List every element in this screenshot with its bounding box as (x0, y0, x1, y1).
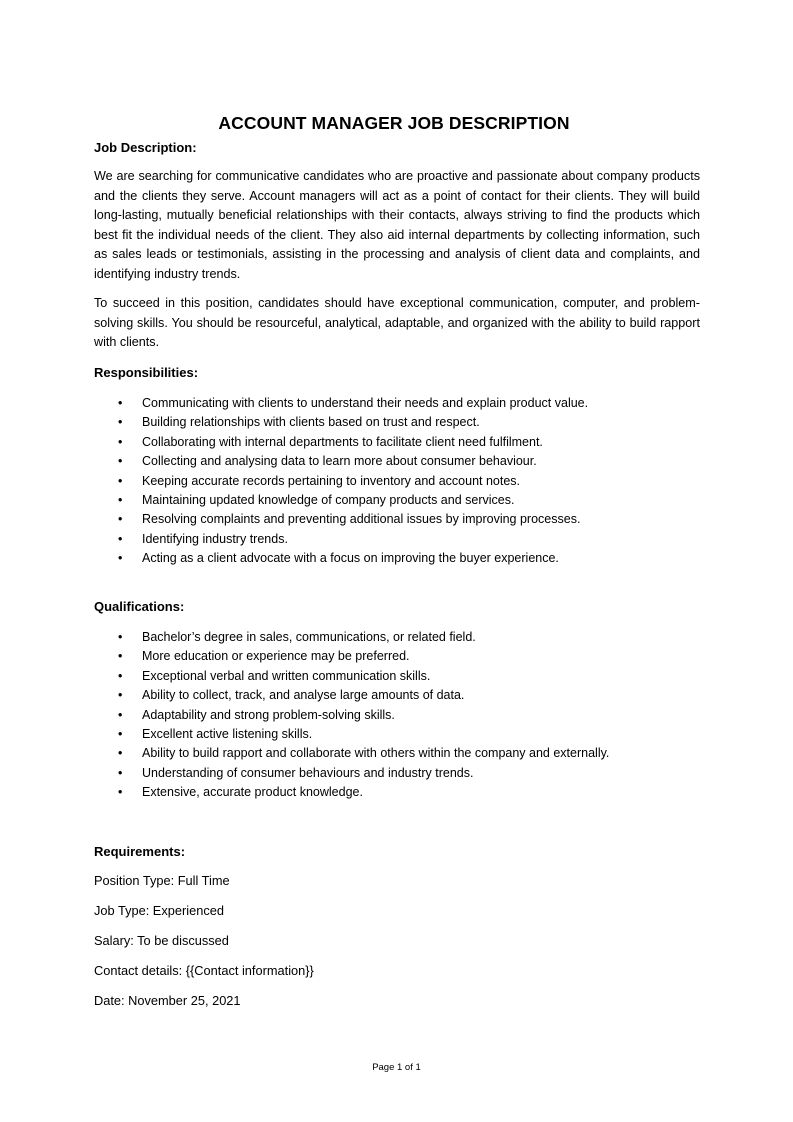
list-item: • Ability to collect, track, and analyse large amounts of data. (94, 686, 609, 705)
bullet-icon: • (118, 473, 123, 488)
contact-details: Contact details: {{Contact information}} (94, 963, 314, 978)
list-item: • Adaptability and strong problem-solving skills. (94, 706, 609, 725)
job-description-paragraph-1: We are searching for communicative candidates who are proactive and passionate about company products and the clients they serve. Account managers will act as a point of contact for their clients. They will build long-lasting, mutually beneficial relationships with their contacts, always striving to find the products which best fit the individual needs of the client. They also aid internal departments by collecting information, such as sales leads or testimonials, assisting in the processing and analysis of client data and complaints, and identifying industry trends. (94, 169, 700, 281)
bullet-icon: • (118, 746, 123, 761)
bullet-icon: • (118, 531, 123, 546)
list-item: • Understanding of consumer behaviours and industry trends. (94, 764, 609, 783)
responsibilities-heading: Responsibilities: (94, 365, 199, 380)
requirements-heading: Requirements: (94, 844, 186, 859)
list-item: • Keeping accurate records pertaining to inventory and account notes. (94, 472, 588, 491)
list-item: • Collaborating with internal departments to facilitate client need fulfilment. (94, 433, 588, 452)
list-item: • Ability to build rapport and collaborate with others within the company and externally. (94, 744, 609, 763)
bullet-icon: • (118, 454, 123, 469)
bullet-icon: • (118, 630, 123, 644)
list-item: • Extensive, accurate product knowledge. (94, 783, 609, 802)
job-type: Job Type: Experienced (94, 903, 224, 918)
bullet-icon: • (118, 785, 123, 800)
bullet-icon: • (118, 707, 123, 722)
responsibilities-list (94, 394, 588, 569)
position-type: Position Type: Full Time (94, 873, 230, 888)
qualifications-heading: Qualifications: (94, 599, 185, 614)
bullet-icon: • (118, 396, 123, 410)
list-item: • Excellent active listening skills. (94, 725, 609, 744)
list-item: • Communicating with clients to understand their needs and explain product value. (94, 394, 588, 413)
job-description-paragraph-2: To succeed in this position, candidates should have exceptional communication, computer, and problem-solving skills. You should be resourceful, analytical, adaptable, and organized with the ability to build rapport with clients. (94, 296, 700, 349)
list-item: • Bachelor’s degree in sales, communications, or related field. (94, 628, 609, 647)
bullet-icon: • (118, 512, 123, 527)
bullet-icon: • (118, 493, 123, 508)
list-item: • Identifying industry trends. (94, 530, 588, 549)
list-item: • Exceptional verbal and written communication skills. (94, 667, 609, 686)
job-description-heading: Job Description: (94, 140, 197, 155)
bullet-icon: • (118, 649, 123, 664)
list-item: • Acting as a client advocate with a focus on improving the buyer experience. (94, 549, 588, 568)
qualifications-list (94, 628, 609, 803)
list-item: • Resolving complaints and preventing additional issues by improving processes. (94, 510, 588, 529)
list-item: • Building relationships with clients based on trust and respect. (94, 413, 588, 432)
bullet-icon: • (118, 434, 123, 449)
bullet-icon: • (118, 688, 123, 703)
list-item: • More education or experience may be preferred. (94, 647, 609, 666)
bullet-icon: • (118, 727, 123, 742)
page-number: Page 1 of 1 (372, 1062, 421, 1073)
list-item: • Maintaining updated knowledge of company products and services. (94, 491, 588, 510)
document-title: ACCOUNT MANAGER JOB DESCRIPTION (218, 113, 570, 133)
document-page (94, 0, 700, 1122)
bullet-icon: • (118, 668, 123, 683)
date: Date: November 25, 2021 (94, 993, 241, 1008)
bullet-icon: • (118, 415, 123, 430)
salary: Salary: To be discussed (94, 933, 229, 948)
bullet-icon: • (118, 765, 123, 780)
bullet-icon: • (118, 551, 123, 566)
list-item: • Collecting and analysing data to learn more about consumer behaviour. (94, 452, 588, 471)
